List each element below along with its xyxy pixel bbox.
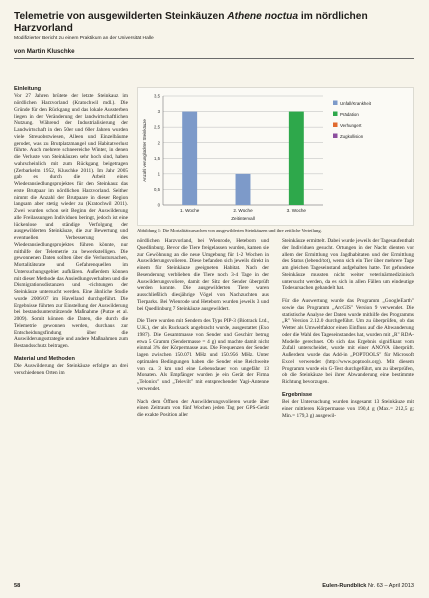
paragraph-release-sites: nördlichen Harzvorland, bei Wienrode, Heteborn und Quedlinburg. Bevor die Tiere freigelassen wurden, kamen sie zur Gewöhnung an die neue Umgebung für 1-2 Wochen in Auswilderungsvolieren. Diese befanden sich jeweils direkt in einem für Steinkäuze geeigneten Habitat. Nach der Besenderung verblieben die Tiere noch 3-4 Tage in der Auswilderungsvoliere, damit der Sitz der Sender überprüft werden konnte. Die ausgewilderten Tiere waren ausschließlich diesjährige Vögel von Nachzuchten aus Tierparks. Bei Wienrode und Heteborn wurden jeweils 3 und bei Quedlinburg 7 Steinkäuze ausgewildert. [137,238,269,312]
bar-unfall-krankheit [182,112,197,205]
bar-pr-dation [289,112,304,205]
article-title [14,11,414,35]
legend-label: Unfall/Krankheit [340,100,371,106]
paragraph-positions: Steinkäuze ermittelt. Dabei wurde jeweils der Tagesaufenthalt der Individuen gesucht. Ortungen in der Nacht dienten vor allem der Ermittlung von Jagdhabitaten und der Ermittlung des Status (lebend/tot), wenn sich ein Tier über mehrere Tage am gleichen Tageseinstand aufgehalten hatte. Tot gefundene Steinkäuze mussten nicht weiter veterinärmedizinisch untersucht werden, da es sich in allen Fällen um eindeutige Todesursachen gehandelt hat. [282,238,414,292]
paragraph-transmitters: Die Tiere wurden mit Sendern des Typs PIP-3 (Biotrack Ltd., U.K.), der als Rucksack angebracht wurde, ausgestattet (Exo 1987). Die Gesamtmasse von Sender und Geschirr betrug etwa 5 Gramm (Sendermasse = 4 g) und machte damit nicht einmal 3% der Körpermasse aus. Die Frequenzen der Sender lagen zwischen 150.071 MHz und 150.956 MHz. Unter optimalen Bedingungen haben die Sender eine Reichweite von ca. 3 km und eine Lebensdauer von ungefähr 13 Monaten. Als Empfänger wurden je ein Gerät der Firma „Telonics" und „Televilt" mit entsprechender Yagi-Antenne verwendet. [137,318,269,392]
author-line: von Martin Kluschke [14,48,75,55]
legend-swatch [333,112,338,117]
column-2 [137,238,269,419]
legend-swatch [333,123,338,128]
article-subtitle: Modifizierter Bericht zu einem Praktikum an der Universität Halle [14,36,154,41]
paragraph-intro: Vor 27 Jahren brütete der letzte Steinkauz im nördlichen Harzvorland (Kratochwil mdl.). Die Gründe für den Rückgang und das lokale Aussterben liegen in der Veränderung der landwirtschaftlichen Nutzung. Während der Industrialisierung der Landwirtschaft in den 50er und 60er Jahren wurden viele Streuobstwiesen, Alleen und Einzelbäume gerodet, was zu Brutplatzmangel und Habitatverlust führte. Auch mehrere schneereiche Winter, in denen die Verluste von Steinkäuzen sehr hoch sind, haben wahrscheinlich mit zum Rückgang beigetragen (Zerbarkelm 1952, Kluschke 2011). Im Jahr 2005 gab es durch die Arbeit eines Wiederansiedlungsprojektes für den Steinkauz das erste Brutpaar im nördlichen Harzvorland. Seither nimmt die Anzahl der Brutpaare in dieser Region langsam aber stetig wieder zu (Kratochwil 2011). Zwei wurden schon seit Beginn der Auswilderung alle Freilassungen Individuen beringt, jedoch ist eine lückenlose und ständige Verfolgung der ausgewilderten Steinkäuze, die zur Bewertung und eventuellen Verbesserung des Wiederansiedlungsprojektes führen könnte, nur mithilfe der Telemetrie zu bewerkstelligen. Die gewonnenen Daten sollten über die Verlustursachen, Mortalitätsrate und Gefahrenquellen im Untersuchungsgebiet aufklären. Außerdem können mit dieser Methode das Ansiedlungsverhalten und die Dismigrationsdistanzen und -richtungen der Steinkäuze untersucht werden. Eine ähnliche Studie wurde 2006/07 im Havelland durchgeführt. Die Ergebnisse führten zur Einstellung der Auswilderung bei bestandsunterstützende Maßnahme (Putze et al. 2009). Somit können die Daten, die durch die Telemetrie gewonnen werden, durchaus zur Entscheidungsfindung über die Auswilderungsstrategie und andere Maßnahmen zum Bestandsschutz beitragen. [14,93,128,349]
legend-label: Verhungert [340,122,362,128]
mortality-chart [137,87,414,226]
column-3 [282,238,414,419]
column-1 [14,86,128,377]
y-tick-label: 3 [157,109,160,115]
y-tick-label: 1,5 [154,155,160,161]
journal-name: Eulen-Rundblick [322,583,367,589]
title-main: Telemetrie von ausgewilderten Steinkäuzen [14,11,225,22]
legend-label: Prädation [340,111,359,117]
y-tick-label: 0 [157,202,160,208]
paragraph-analysis: Für die Auswertung wurde das Programm „GoogleEarth" sowie das Programm „ArcGIS" Version 9 verwendet. Die statistische Analyse der Daten wurde mithilfe des Programms „R" Version 2.12.0 durchgeführt. Um zu überprüfen, ob das Wetter als Umweltfaktor einen Einfluss auf die Abwanderung oder die Wahl des Tageseinstandes hat, wurden mit „R" RDA-Modelle gerechnet. Ob sich das Ergebnis signifikant vom Zufall unterscheidet, wurde mit einer ANOVA überprüft. Außerdem wurde das Add-in „POPTOOLS" für Microsoft Excel verwendet (http://www.poptools.org). Mit diesem Programm wurde ein G-Test durchgeführt, um zu überprüfen, ob die Steinkäuze bei ihrer Abwanderung eine bestimmte Richtung bevorzugen. [282,298,414,385]
heading-einleitung: Einleitung [14,86,42,92]
paragraph-results: Bei der Untersuchung wurden insgesamt 13 Steinkäuze mit einer mittleren Körpermasse von 190,4 g (Max.= 212,5 g; Min.= 179,3 g) ausgewil- [282,399,414,419]
y-axis-title: Anzahl verunglückter Steinkäuze [142,119,147,182]
page-number: 58 [14,583,21,589]
journal-issue: Nr. 63 – April 2013 [367,583,414,589]
y-tick-label: 3,5 [154,93,160,99]
y-tick-label: 1 [157,171,160,177]
x-axis-title: Zeitintervall [231,216,255,221]
heading-results: Ergebnisse [282,391,313,398]
legend-label: Zugkollision [340,133,364,139]
y-tick-label: 0,5 [154,187,160,193]
title-region: im nördlichen Harzvorland [14,11,368,34]
journal-info [322,583,414,589]
legend-swatch [333,134,338,139]
y-tick-label: 2,5 [154,124,160,130]
x-tick-label: 1. Woche [180,208,200,213]
figure-chart [137,87,414,226]
x-tick-label: 2. Woche [233,208,253,213]
title-species: Athene noctua [227,11,299,22]
paragraph-methods-start: Die Auswilderung der Steinkäuze erfolgte an drei verschiedenen Orten im [14,363,128,376]
x-tick-label: 3. Woche [286,208,306,213]
paragraph-tracking: Nach dem Öffnen der Auswilderungsvolieren wurde über einen Zeitraum von fünf Wochen jeden Tag per GPS-Gerät die exakte Position aller [137,398,269,418]
legend-swatch [333,101,338,106]
heading-methods: Material und Methoden [14,355,75,362]
y-tick-label: 2 [157,140,160,146]
bar-unfall-krankheit [236,174,251,205]
figure-caption: Abbildung 1: Die Mortalitätsursachen von ausgewilderten Steinkäuzen und ihre zeitliche Verteilung. [137,228,322,233]
header-divider [14,58,414,59]
